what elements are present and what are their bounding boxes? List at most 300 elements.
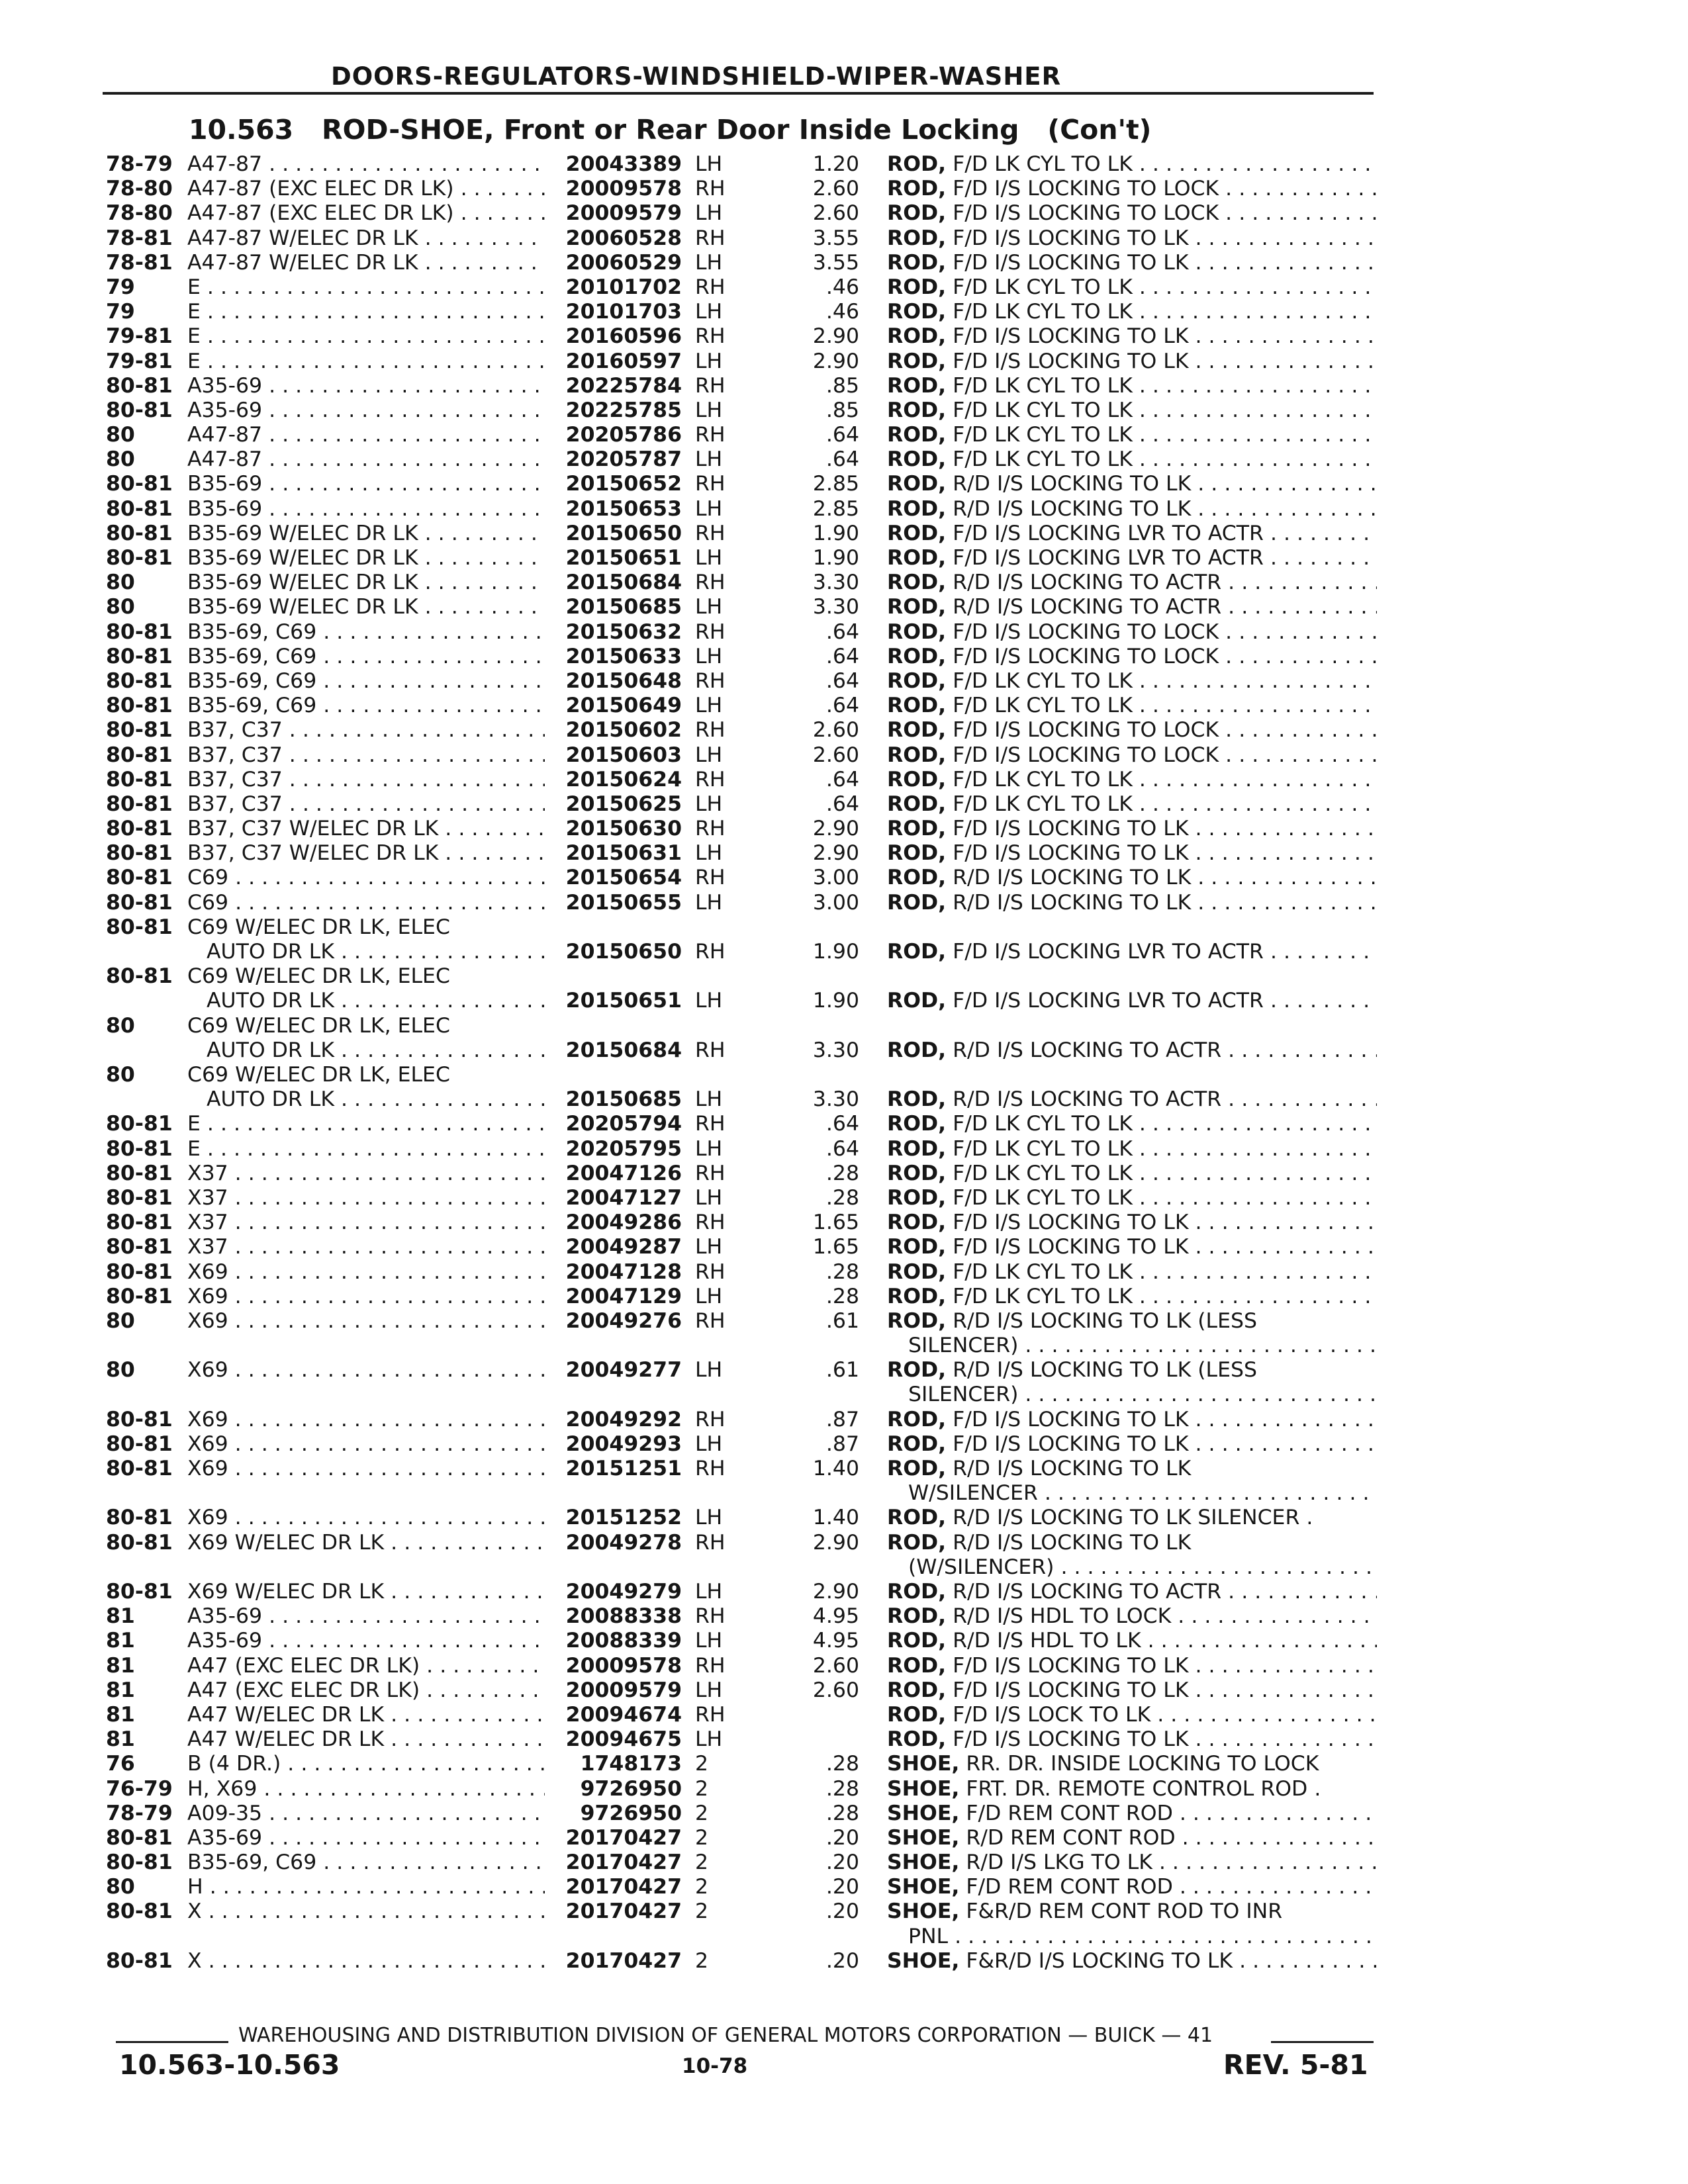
price: .61 <box>825 1358 859 1383</box>
part-type: ROD, <box>887 423 947 447</box>
part-type: ROD, <box>887 1161 947 1185</box>
part-description <box>887 398 1377 423</box>
part-row <box>0 275 1688 300</box>
part-type: ROD, <box>887 300 947 324</box>
model-code: X . . . <box>187 1949 545 1974</box>
part-number: 20225785 <box>565 398 682 422</box>
model-code: A35-69 . . . <box>187 374 545 398</box>
price: 3.55 <box>812 226 859 250</box>
price: 1.90 <box>812 521 859 545</box>
part-description-text: R/D I/S LOCKING TO ACTR <box>953 1580 1222 1604</box>
price: .20 <box>825 1825 859 1850</box>
footer-publisher: WAREHOUSING AND DISTRIBUTION DIVISION OF GENERAL MOTORS CORPORATION — BUICK — 41 <box>238 2024 1213 2047</box>
part-description-text: F/D LK CYL TO LK <box>953 767 1133 792</box>
model-code: B35-69, C69 . . . <box>187 1850 545 1875</box>
part-description-text: F/D I/S LOCKING TO LK <box>953 1210 1189 1235</box>
part-type: ROD, <box>887 472 947 496</box>
model-years: 80 <box>106 570 135 595</box>
model-years: 80-81 <box>106 792 173 816</box>
footer-revision: REV. 5-81 <box>1223 2049 1368 2081</box>
side-qty: LH <box>695 1185 723 1210</box>
part-type: ROD, <box>887 767 947 792</box>
model-code: A35-69 . . . <box>187 1826 545 1850</box>
part-number: 20043389 <box>565 152 682 176</box>
part-description-text: R/D REM CONT ROD <box>966 1825 1176 1850</box>
part-type: ROD, <box>887 1284 947 1308</box>
part-description <box>887 1678 1377 1703</box>
side-qty: RH <box>695 1604 726 1629</box>
part-description <box>887 374 1377 398</box>
side-qty: LH <box>695 743 723 767</box>
part-description-text: F/D I/S LOCKING TO LK <box>953 1727 1189 1752</box>
model-code: E . . . <box>187 324 545 349</box>
model-code: E . . . <box>187 349 545 374</box>
part-number: 20205795 <box>565 1136 682 1161</box>
model-code: B37, C37 . . . <box>187 743 545 768</box>
price: 2.90 <box>812 1580 859 1604</box>
price: 1.65 <box>812 1235 859 1259</box>
part-description <box>887 1777 1377 1801</box>
part-row <box>0 324 1688 349</box>
price: .64 <box>825 1136 859 1161</box>
part-row <box>0 1063 1688 1112</box>
part-number: 20047127 <box>565 1185 682 1210</box>
model-code: A47 W/ELEC DR LK . . . <box>187 1703 545 1727</box>
part-number: 20225784 <box>565 373 682 398</box>
model-years: 80-81 <box>106 1259 173 1284</box>
part-description <box>887 324 1377 349</box>
part-row <box>0 620 1688 645</box>
part-row <box>0 669 1688 694</box>
side-qty: RH <box>695 1702 726 1727</box>
part-type: ROD, <box>887 940 947 964</box>
part-description <box>887 447 1377 472</box>
side-qty: LH <box>695 595 723 619</box>
model-years: 78-81 <box>106 226 173 250</box>
part-description-text: F/D REM CONT ROD <box>966 1801 1173 1825</box>
part-description <box>887 989 1377 1013</box>
part-number: 20160597 <box>565 349 682 373</box>
part-description-text: RR. DR. INSIDE LOCKING TO LOCK <box>966 1752 1319 1776</box>
part-type: ROD, <box>887 226 947 250</box>
section-number: 10.563 <box>189 114 294 146</box>
model-code: H . . . <box>187 1875 545 1899</box>
model-years: 80-81 <box>106 718 173 743</box>
model-years: 80 <box>106 1013 135 1038</box>
part-description-text: R/D I/S LKG TO LK <box>966 1850 1152 1875</box>
part-description <box>887 546 1377 570</box>
model-code: X . . . <box>187 1899 545 1924</box>
side-qty: RH <box>695 1210 726 1235</box>
model-years: 80-81 <box>106 1825 173 1850</box>
part-type: ROD, <box>887 1407 947 1432</box>
price: 3.55 <box>812 250 859 275</box>
price: .64 <box>825 767 859 792</box>
side-qty: 2 <box>695 1875 709 1899</box>
part-description <box>887 472 1377 496</box>
part-description <box>887 1408 1377 1432</box>
part-row <box>0 423 1688 447</box>
part-number: 20150633 <box>565 644 682 668</box>
part-description <box>887 251 1377 275</box>
part-number: 20094674 <box>565 1702 682 1727</box>
model-code: B (4 DR.) . . . <box>187 1752 545 1776</box>
part-number: 20047126 <box>565 1161 682 1185</box>
part-description <box>887 1260 1377 1285</box>
part-description <box>887 1457 1377 1481</box>
model-code: X69 W/ELEC DR LK . . . <box>187 1580 545 1604</box>
side-qty: LH <box>695 1678 723 1702</box>
side-qty: RH <box>695 324 726 349</box>
part-row <box>0 1826 1688 1850</box>
side-qty: RH <box>695 866 726 890</box>
side-qty: LH <box>695 792 723 816</box>
part-number: 20060528 <box>565 226 682 250</box>
model-code: B37, C37 . . . <box>187 792 545 817</box>
price: .64 <box>825 694 859 718</box>
model-code: B37, C37 W/ELEC DR LK . . . <box>187 841 545 866</box>
part-description <box>887 423 1377 447</box>
part-description-text: F/D LK CYL TO LK <box>953 694 1133 718</box>
model-years: 80-81 <box>106 743 173 767</box>
model-code: X37 . . . <box>187 1161 545 1186</box>
model-years: 80-81 <box>106 1530 173 1555</box>
model-years: 80 <box>106 1358 135 1383</box>
side-qty: LH <box>695 841 723 866</box>
part-description-text: R/D I/S LOCKING TO ACTR <box>953 570 1222 595</box>
part-description-text: F/D I/S LOCKING TO LK <box>953 324 1189 349</box>
price: 1.90 <box>812 940 859 964</box>
part-number: 20160596 <box>565 324 682 349</box>
part-number: 20009578 <box>565 1653 682 1678</box>
footer-page-number: 10-78 <box>682 2054 748 2078</box>
model-code: C69 . . . <box>187 891 545 915</box>
model-years: 80 <box>106 447 135 472</box>
price: .28 <box>825 1284 859 1308</box>
model-code-cont: AUTO DR LK . . . <box>207 989 545 1013</box>
price: .64 <box>825 423 859 447</box>
side-qty: RH <box>695 1407 726 1432</box>
part-row <box>0 1014 1688 1063</box>
model-code: A09-35 . . . <box>187 1801 545 1826</box>
part-description <box>887 152 1377 177</box>
part-description <box>887 669 1377 694</box>
model-years: 79 <box>106 275 135 299</box>
part-row <box>0 1358 1688 1407</box>
model-years: 78-79 <box>106 1801 173 1825</box>
model-years: 80-81 <box>106 521 173 545</box>
part-row <box>0 718 1688 743</box>
model-code: B35-69 W/ELEC DR LK . . . <box>187 595 545 619</box>
side-qty: LH <box>695 349 723 373</box>
part-number: 20049286 <box>565 1210 682 1235</box>
price: .28 <box>825 1776 859 1801</box>
model-years: 80-81 <box>106 619 173 644</box>
model-code: A35-69 . . . <box>187 1629 545 1653</box>
model-years: 80-81 <box>106 1284 173 1308</box>
model-years: 79 <box>106 300 135 324</box>
part-row <box>0 522 1688 546</box>
side-qty: LH <box>695 250 723 275</box>
part-type: ROD, <box>887 1112 947 1136</box>
side-qty: RH <box>695 472 726 496</box>
part-number: 20150603 <box>565 743 682 767</box>
part-row <box>0 226 1688 251</box>
part-type: ROD, <box>887 817 947 841</box>
part-description-text: F/D LK CYL TO LK <box>953 373 1133 398</box>
part-type: ROD, <box>887 1308 947 1333</box>
side-qty: RH <box>695 1161 726 1185</box>
section-cont: (Con't) <box>1047 114 1152 146</box>
model-code: B35-69, C69 . . . <box>187 620 545 645</box>
part-type: ROD, <box>887 1038 947 1062</box>
side-qty: RH <box>695 177 726 201</box>
part-number: 20101702 <box>565 275 682 299</box>
part-description <box>887 694 1377 718</box>
part-number: 9726950 <box>580 1776 682 1801</box>
part-type: ROD, <box>887 250 947 275</box>
part-type: ROD, <box>887 570 947 595</box>
model-code: C69 W/ELEC DR LK, ELEC <box>187 915 450 939</box>
part-number: 20101703 <box>565 300 682 324</box>
part-type: SHOE, <box>887 1801 960 1825</box>
part-number: 20009578 <box>565 177 682 201</box>
part-row <box>0 1654 1688 1678</box>
part-type: ROD, <box>887 373 947 398</box>
part-description-text: R/D I/S LOCKING TO LK SILENCER . <box>953 1506 1313 1530</box>
side-qty: LH <box>695 644 723 668</box>
part-number: 20170427 <box>565 1825 682 1850</box>
model-code: B37, C37 W/ELEC DR LK . . . <box>187 817 545 841</box>
part-description-cont: SILENCER) . . . <box>908 1334 1377 1358</box>
part-type: ROD, <box>887 1702 947 1727</box>
model-years: 80-81 <box>106 1112 173 1136</box>
model-code-cont: AUTO DR LK . . . <box>207 1087 545 1112</box>
part-description <box>887 1210 1377 1235</box>
part-description <box>887 1531 1377 1555</box>
model-years: 80-81 <box>106 841 173 866</box>
model-code: A47-87 (EXC ELEC DR LK) . . . <box>187 177 545 201</box>
part-number: 20009579 <box>565 201 682 226</box>
model-years: 80-81 <box>106 1136 173 1161</box>
part-row <box>0 694 1688 718</box>
part-row <box>0 1531 1688 1580</box>
part-number: 20049287 <box>565 1235 682 1259</box>
model-years: 79-81 <box>106 324 173 349</box>
side-qty: LH <box>695 1235 723 1259</box>
part-description <box>887 620 1377 645</box>
part-type: ROD, <box>887 619 947 644</box>
part-type: ROD, <box>887 447 947 472</box>
part-number: 9726950 <box>580 1801 682 1825</box>
part-description <box>887 1703 1377 1727</box>
part-type: ROD, <box>887 866 947 890</box>
part-description <box>887 1506 1377 1530</box>
part-description-cont: (W/SILENCER) . . . <box>908 1555 1377 1580</box>
model-code: B35-69 W/ELEC DR LK . . . <box>187 522 545 546</box>
part-description-text: F/D I/S LOCKING TO LK <box>953 349 1189 373</box>
model-years: 80-81 <box>106 1407 173 1432</box>
model-years: 80 <box>106 595 135 619</box>
model-years: 78-79 <box>106 152 173 176</box>
part-description <box>887 718 1377 743</box>
price: 2.90 <box>812 324 859 349</box>
part-description <box>887 570 1377 595</box>
part-type: SHOE, <box>887 1776 960 1801</box>
part-description <box>887 1112 1377 1136</box>
part-description <box>887 1309 1377 1334</box>
part-type: ROD, <box>887 1530 947 1555</box>
model-years: 80-81 <box>106 668 173 693</box>
price: 2.85 <box>812 472 859 496</box>
part-description-text: R/D I/S LOCKING TO ACTR <box>953 595 1222 619</box>
part-description-text: R/D I/S LOCKING TO ACTR <box>953 1087 1222 1112</box>
model-years: 80-81 <box>106 1161 173 1185</box>
side-qty: 2 <box>695 1776 709 1801</box>
part-row <box>0 792 1688 817</box>
price: 4.95 <box>812 1604 859 1629</box>
price: .20 <box>825 1899 859 1924</box>
part-type: ROD, <box>887 989 947 1013</box>
part-number: 20170427 <box>565 1875 682 1899</box>
model-years: 80 <box>106 1062 135 1087</box>
part-type: ROD, <box>887 668 947 693</box>
price: 3.30 <box>812 1087 859 1112</box>
part-type: ROD, <box>887 177 947 201</box>
part-description-text: R/D I/S LOCKING TO LK <box>953 890 1192 915</box>
side-qty: LH <box>695 694 723 718</box>
model-years: 80-81 <box>106 1235 173 1259</box>
price: 2.90 <box>812 1530 859 1555</box>
part-description-text: R/D I/S LOCKING TO LK (LESS <box>953 1308 1257 1333</box>
part-row <box>0 1752 1688 1776</box>
part-number: 20150630 <box>565 817 682 841</box>
side-qty: LH <box>695 1358 723 1383</box>
model-years: 80-81 <box>106 1899 173 1924</box>
part-description-cont: PNL . . . <box>908 1925 1377 1949</box>
model-code: X69 . . . <box>187 1358 545 1383</box>
part-row <box>0 1408 1688 1432</box>
model-code: A47-87 . . . <box>187 152 545 177</box>
part-type: SHOE, <box>887 1948 960 1973</box>
part-number: 20009579 <box>565 1678 682 1702</box>
part-description <box>887 1801 1377 1826</box>
part-type: ROD, <box>887 694 947 718</box>
part-description <box>887 1161 1377 1186</box>
model-code: E . . . <box>187 1137 545 1161</box>
price: .20 <box>825 1850 859 1875</box>
model-code: X37 . . . <box>187 1210 545 1235</box>
side-qty: RH <box>695 226 726 250</box>
part-number: 20150655 <box>565 890 682 915</box>
price: .46 <box>825 300 859 324</box>
part-type: SHOE, <box>887 1752 960 1776</box>
part-row <box>0 1210 1688 1235</box>
parts-list <box>0 152 1688 1974</box>
part-description <box>887 497 1377 522</box>
header-rule <box>103 92 1374 95</box>
part-description-text: F/D I/S LOCKING TO LK <box>953 1235 1189 1259</box>
part-description-text: R/D I/S HDL TO LOCK <box>953 1604 1172 1629</box>
part-description-text: F/D I/S LOCKING TO LK <box>953 1653 1189 1678</box>
part-number: 20150625 <box>565 792 682 816</box>
model-code-cont: AUTO DR LK . . . <box>207 940 545 964</box>
part-type: SHOE, <box>887 1850 960 1875</box>
model-years: 80-81 <box>106 1506 173 1530</box>
model-code: A47-87 . . . <box>187 447 545 472</box>
part-description-text: F/D I/S LOCKING TO LOCK <box>953 644 1219 668</box>
part-row <box>0 472 1688 496</box>
part-description <box>887 891 1377 915</box>
part-description-text: F/D I/S LOCKING TO LOCK <box>953 201 1219 226</box>
part-row <box>0 1850 1688 1875</box>
part-description <box>887 1629 1377 1653</box>
part-number: 20049278 <box>565 1530 682 1555</box>
part-number: 20049293 <box>565 1432 682 1456</box>
part-row <box>0 1506 1688 1530</box>
part-row <box>0 1703 1688 1727</box>
model-code: B35-69, C69 . . . <box>187 694 545 718</box>
part-number: 20151252 <box>565 1506 682 1530</box>
model-code: B37, C37 . . . <box>187 718 545 743</box>
price: .28 <box>825 1185 859 1210</box>
price: .28 <box>825 1752 859 1776</box>
price: .64 <box>825 619 859 644</box>
part-type: ROD, <box>887 1259 947 1284</box>
side-qty: LH <box>695 201 723 226</box>
part-type: ROD, <box>887 1235 947 1259</box>
part-row <box>0 177 1688 201</box>
side-qty: LH <box>695 989 723 1013</box>
price: 2.60 <box>812 718 859 743</box>
part-type: ROD, <box>887 1185 947 1210</box>
part-row <box>0 201 1688 226</box>
part-number: 20150684 <box>565 570 682 595</box>
part-number: 20049279 <box>565 1580 682 1604</box>
part-number: 20170427 <box>565 1948 682 1973</box>
part-description-text: F/D LK CYL TO LK <box>953 1259 1133 1284</box>
part-description-text: F/D I/S LOCKING TO LK <box>953 226 1189 250</box>
part-row <box>0 1457 1688 1506</box>
price: 3.30 <box>812 1038 859 1062</box>
part-row <box>0 1777 1688 1801</box>
part-type: ROD, <box>887 1432 947 1456</box>
part-description <box>887 226 1377 251</box>
part-type: ROD, <box>887 1678 947 1702</box>
side-qty: LH <box>695 1629 723 1653</box>
side-qty: 2 <box>695 1825 709 1850</box>
part-number: 1748173 <box>580 1752 682 1776</box>
model-years: 80-81 <box>106 1432 173 1456</box>
part-description <box>887 1038 1377 1063</box>
model-years: 81 <box>106 1604 135 1629</box>
part-number: 20049277 <box>565 1358 682 1383</box>
section-title: ROD-SHOE, Front or Rear Door Inside Locking <box>322 114 1019 146</box>
part-description <box>887 177 1377 201</box>
model-code: B35-69 W/ELEC DR LK . . . <box>187 546 545 570</box>
price: 2.60 <box>812 201 859 226</box>
part-description <box>887 1727 1377 1752</box>
model-code: X69 . . . <box>187 1260 545 1285</box>
part-type: ROD, <box>887 595 947 619</box>
side-qty: 2 <box>695 1948 709 1973</box>
part-number: 20150685 <box>565 1087 682 1112</box>
price: .64 <box>825 792 859 816</box>
price: 3.30 <box>812 570 859 595</box>
model-years: 80-81 <box>106 964 173 989</box>
part-row <box>0 595 1688 619</box>
price: .46 <box>825 275 859 299</box>
